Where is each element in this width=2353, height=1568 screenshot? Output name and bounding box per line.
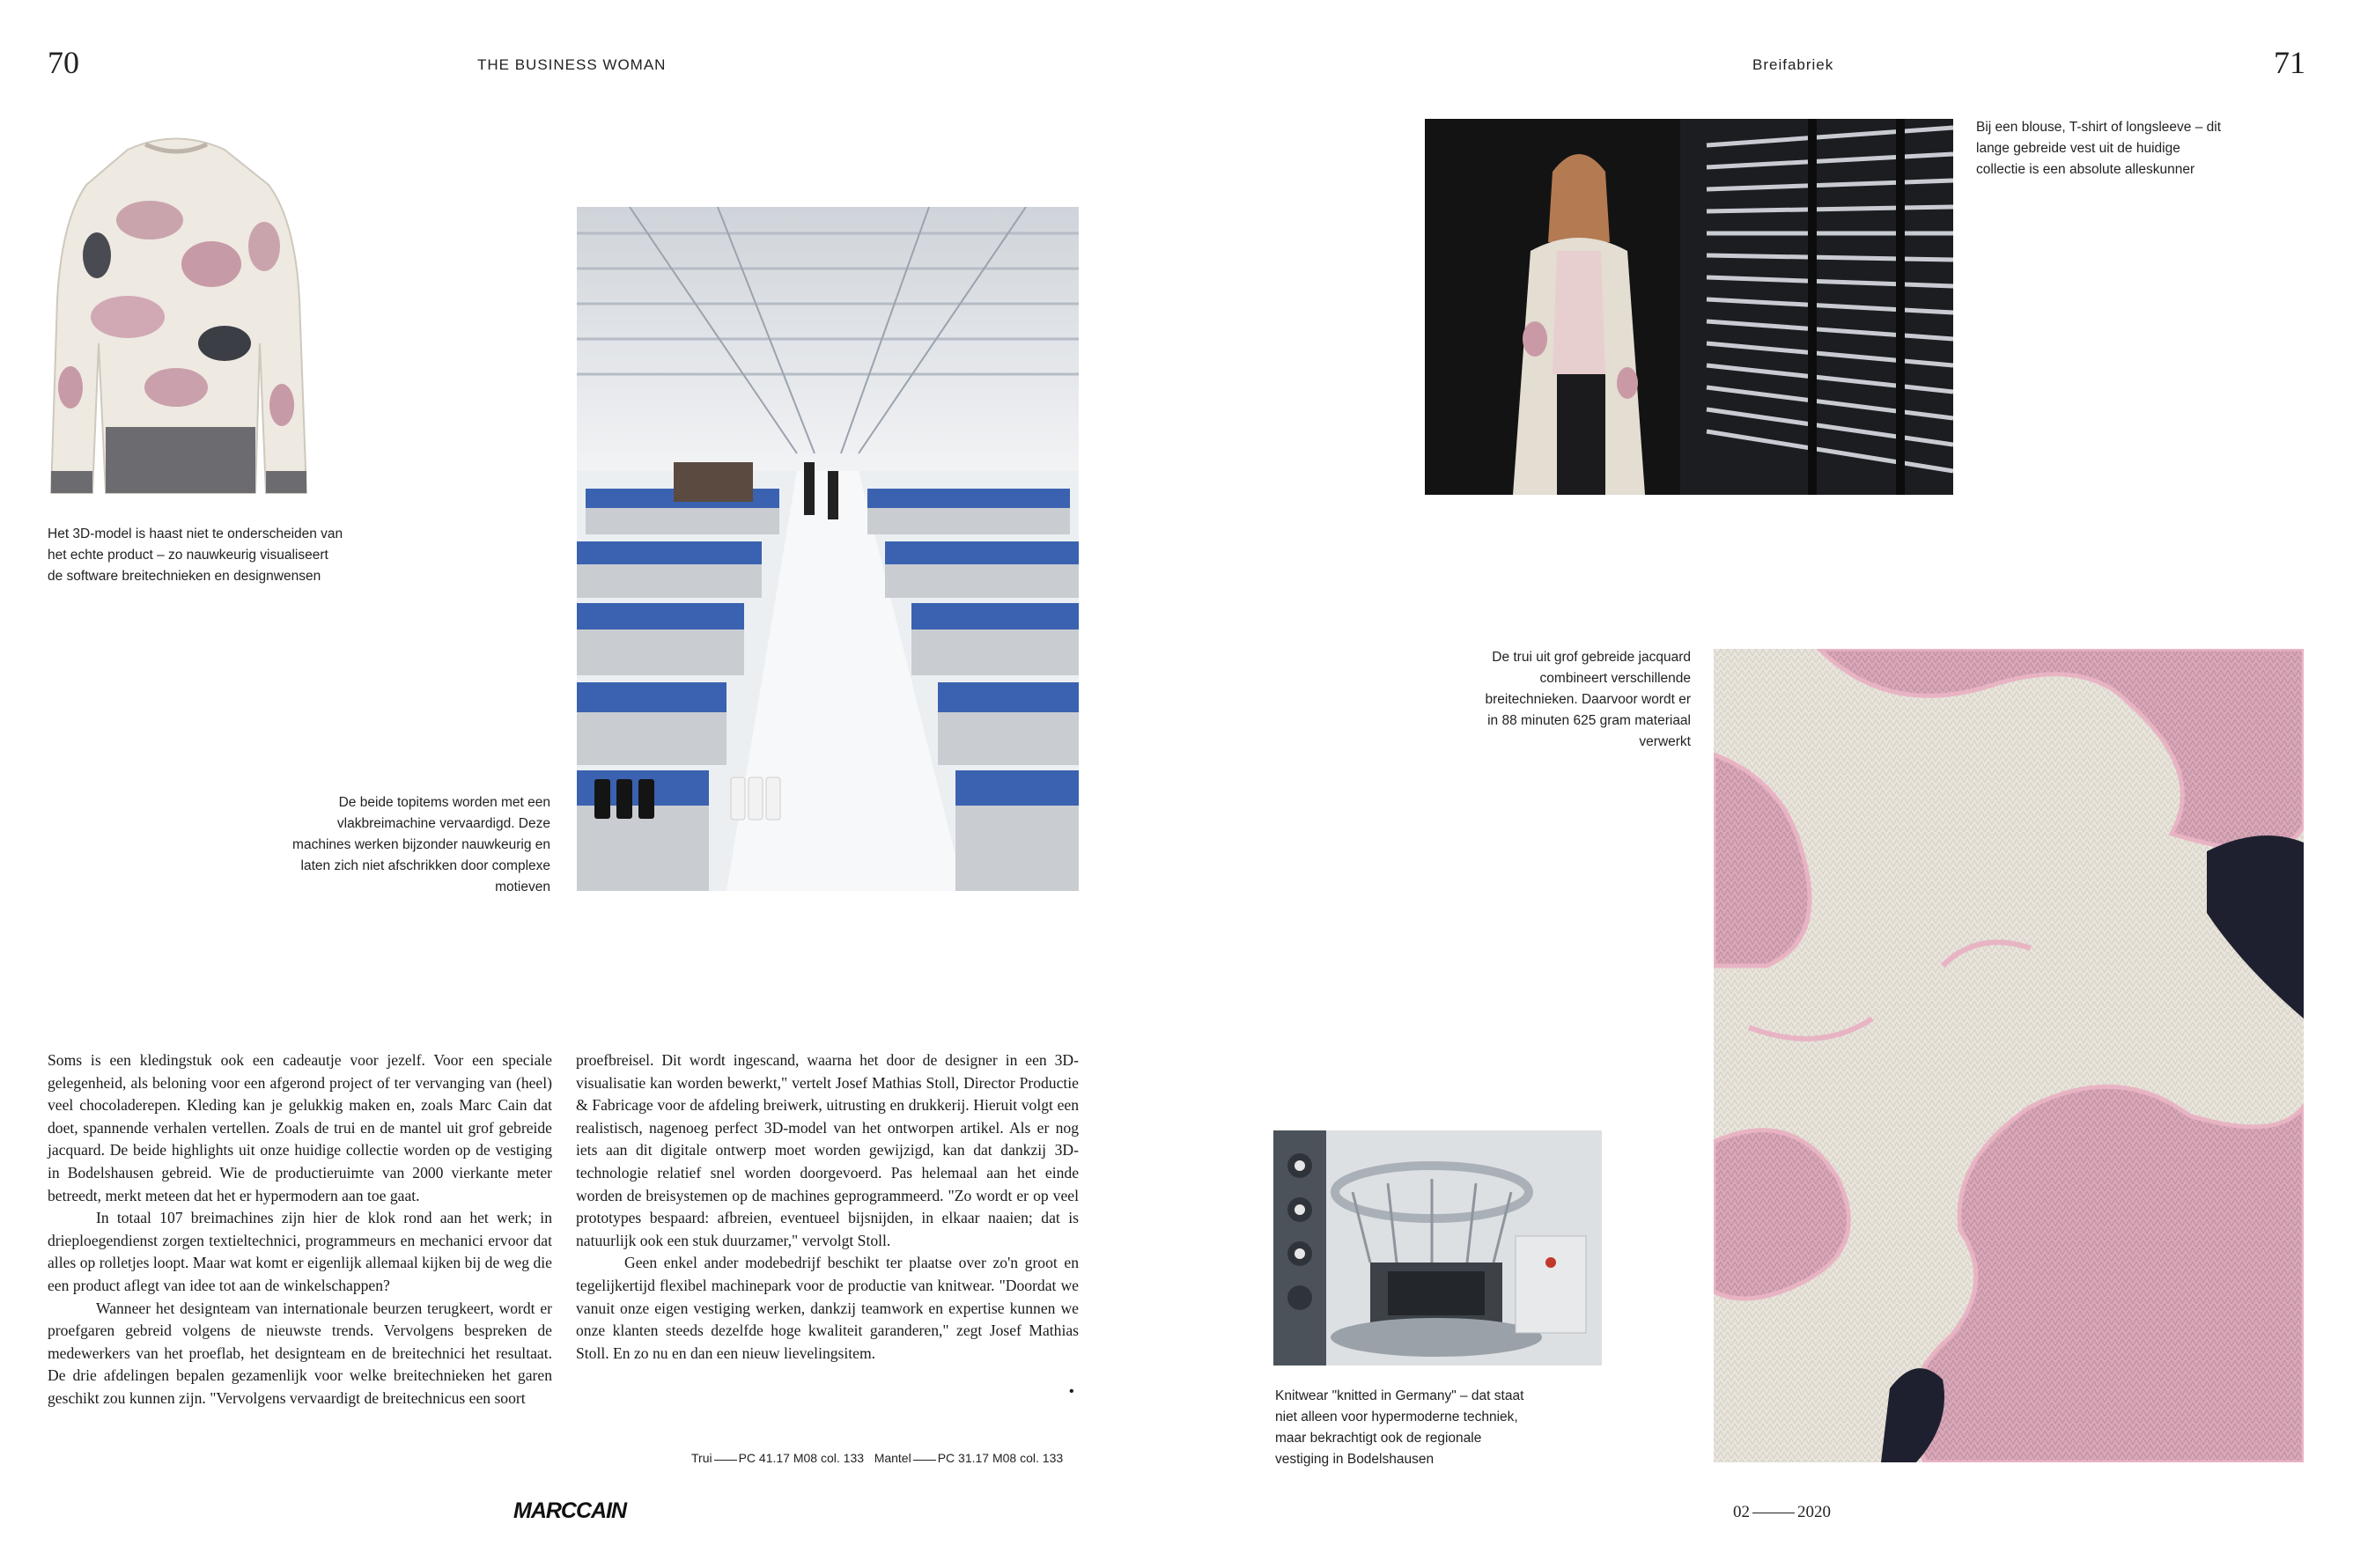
caption-jacquard-sweater: De trui uit grof gebreide jacquard combineert verschillende breitechnieken. Daarvoor wordt er in 88 minuten 625 gram materiaal verwerkt: [1485, 650, 1691, 749]
issue-month: 02: [1733, 1503, 1750, 1521]
circular-knitting-machine-photo: [1273, 1130, 1602, 1366]
issue-year: 2020: [1797, 1503, 1831, 1521]
credit-mantel-label: Mantel: [874, 1451, 911, 1465]
caption-knitted-in-germany: Knitwear "knitted in Germany" – dat staat niet alleen voor hypermoderne techniek, maar bekrachtigt ook de regionale vestiging in Bodelshausen: [1275, 1388, 1524, 1467]
caption-flat-knitting-machine: De beide topitems worden met een vlakbreimachine vervaardigd. Deze machines werken bijzonder nauwkeurig en laten zich niet afschrikken door complexe motieven: [292, 795, 550, 894]
page-number-left: 70: [48, 45, 79, 80]
article-end-mark: •: [1069, 1384, 1074, 1399]
running-head-right: Breifabriek: [1752, 56, 1834, 73]
model-long-cardigan-photo: [1425, 119, 1953, 495]
article-paragraph: Geen enkel ander modebedrijf beschikt ter plaatse over zo'n groot en tegelijkertijd flexibel machinepark voor de productie van knitwear. "Doordat we vanuit onze eigen vestiging werken, dankzij teamwork en expertise kunnen we onze klanten steeds dezelfde hoge kwaliteit garanderen," zegt Josef Mathias Stoll. En zo nu en dan een nieuw lievelingsitem.: [576, 1254, 1079, 1362]
caption-3d-model: Het 3D-model is haast niet te onderscheiden van het echte product – zo nauwkeurig visualiseert de software breitechnieken en designwensen: [48, 526, 343, 584]
marc-cain-logo: MARCCAIN: [513, 1498, 627, 1523]
product-credits: [691, 1451, 1063, 1465]
page-number-right: 71: [2274, 45, 2305, 80]
article-paragraph: Soms is een kledingstuk ook een cadeautje voor jezelf. Voor een speciale gelegenheid, als beloning voor een afgerond project of ter vervanging van (heel) veel chocoladerepen. Kleding kan je gelukkig maken en, zoals Marc Cain dat doet, spannende verhalen vertellen. Zoals de trui en de mantel uit grof gebreide jacquard. De beide highlights uit onze huidige collectie worden op de vestiging in Bodelshausen gebreid. Wie de productieruimte van 2000 vierkante meter betreedt, merkt meteen dat het er hypermodern aan toe gaat.: [48, 1051, 552, 1204]
credit-mantel-code: PC 31.17 M08 col. 133: [937, 1451, 1064, 1465]
article-paragraph: Wanneer het designteam van internationale beurzen terugkeert, wordt er proefgaren gebreid volgens de nieuwste trends. Vervolgens bespreken de medewerkers van het proeflab, het designteam en de breitechnici het resultaat. De drie afdelingen bepalen gezamenlijk voor welke breitechnieken het garen geschikt zou kunnen zijn. "Vervolgens vervaardigt de breitechnicus een soort: [48, 1299, 552, 1407]
sweater-3d-render-image: [44, 123, 308, 511]
jacquard-closeup-photo: [1714, 649, 2304, 1462]
article-paragraph: proefbreisel. Dit wordt ingescand, waarna het door de designer in een 3D-visualisatie kan worden bewerkt," vertelt Josef Mathias Stoll, Director Productie & Fabricage voor de afdeling breiwerk, uitrusting en drukkerij. Hieruit volgt een realistisch, nagenoeg perfect 3D-model van het ontworpen artikel. Als er nog iets aan dit digitale ontwerp moet worden gewijzigd, kan dat dankzij 3D-technologie relatief snel worden doorgevoerd. Pas helemaal aan het einde worden de breisystemen op de machines geprogrammeerd. "Zo wordt er op veel prototypes bespaard: afbreien, eventueel bijsnijden, in elkaar naaien; dat is natuurlijk ook een stuk duurzamer," vervolgt Stoll.: [576, 1051, 1079, 1249]
caption-long-cardigan: Bij een blouse, T-shirt of longsleeve – dit lange gebreide vest uit de huidige collectie is een absolute alleskunner: [1976, 120, 2222, 177]
factory-hall-photo: [577, 207, 1079, 891]
credit-trui-code: PC 41.17 M08 col. 133: [738, 1451, 865, 1465]
credit-trui-label: Trui: [691, 1451, 712, 1465]
article-column-2: [576, 1049, 1079, 1365]
running-head-left: THE BUSINESS WOMAN: [477, 56, 667, 73]
article-paragraph: In totaal 107 breimachines zijn hier de klok rond aan het werk; in drieploegendienst zorgen textieltechnici, programmeurs en mechanici ervoor dat alles op rolletjes loopt. Maar wat komt er eigenlijk allemaal kijken bij de weg die een product aflegt van idee tot aan de winkelschappen?: [48, 1209, 552, 1294]
article-column-1: [48, 1049, 552, 1410]
issue-number: [1733, 1503, 1831, 1522]
